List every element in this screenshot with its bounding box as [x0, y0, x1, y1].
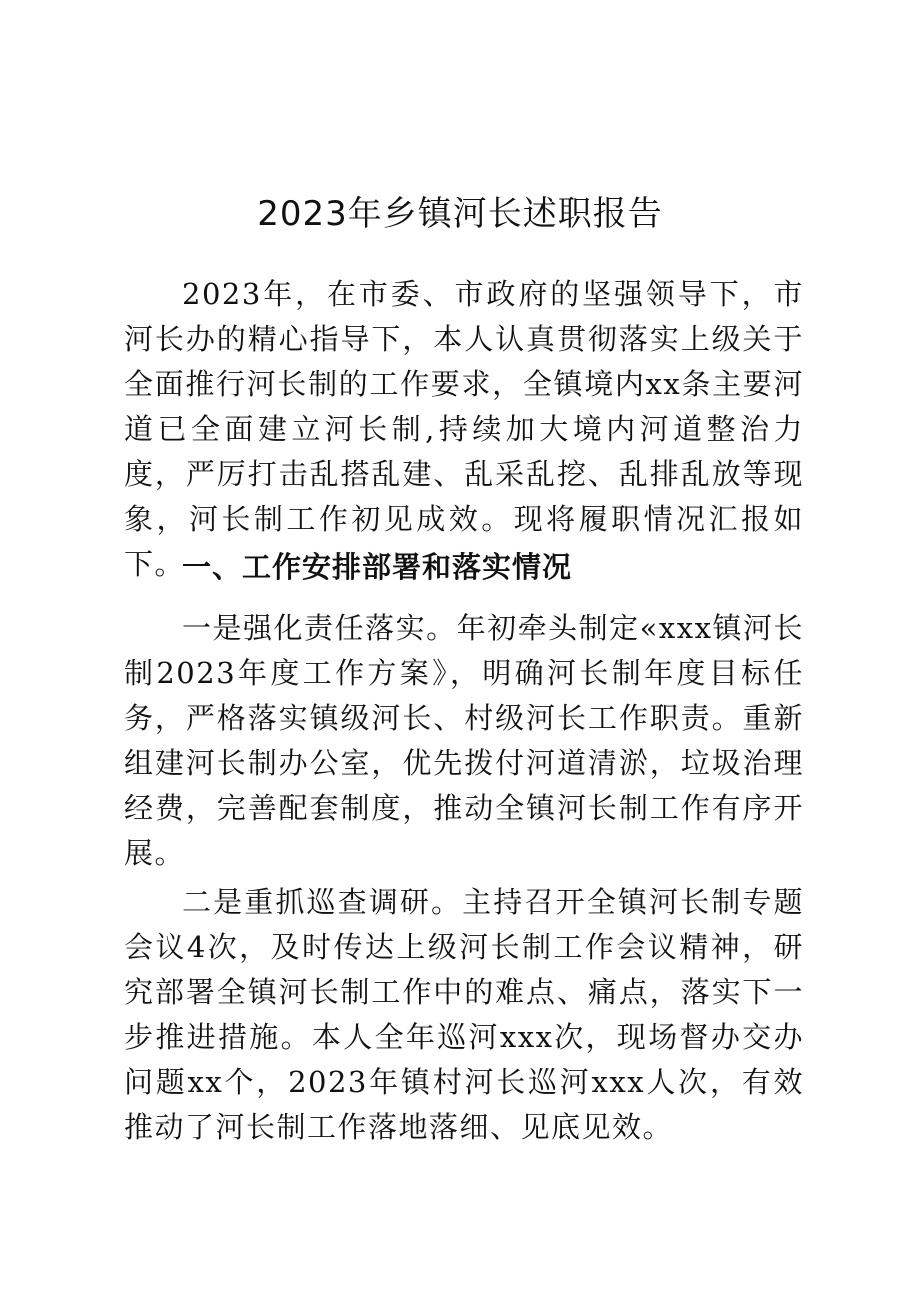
document-title: 2023年乡镇河长述职报告: [257, 194, 663, 234]
intro-paragraph: 2023年，在市委、市政府的坚强领导下，市河长办的精心指导下，本人认真贯彻落实上级关于全面推行河长制的工作要求，全镇境内xx条主要河道已全面建立河长制,持续加大境内河道整治力度，严厉打击乱搭乱建、乱采乱挖、乱排乱放等现象，河长制工作初见成效。现将履职情况汇报如下。: [124, 277, 804, 581]
body-paragraph: 二是重抓巡查调研。主持召开全镇河长制专题会议4次，及时传达上级河长制工作会议精神，研究部署全镇河长制工作中的难点、痛点，落实下一步推进措施。本人全年巡河xxx次，现场督办交办问题xx个，2023年镇村河长巡河xxx人次，有效推动了河长制工作落地落细、见底见效。: [124, 885, 804, 1144]
section-heading: 一、工作安排部署和落实情况: [182, 550, 573, 584]
body-paragraph: 一是强化责任落实。年初牵头制定«xxx镇河长制2023年度工作方案》，明确河长制年度目标任务，严格落实镇级河长、村级河长工作职责。重新组建河长制办公室，优先拨付河道清淤，垃圾治理经费，完善配套制度，推动全镇河长制工作有序开展。: [124, 611, 804, 870]
